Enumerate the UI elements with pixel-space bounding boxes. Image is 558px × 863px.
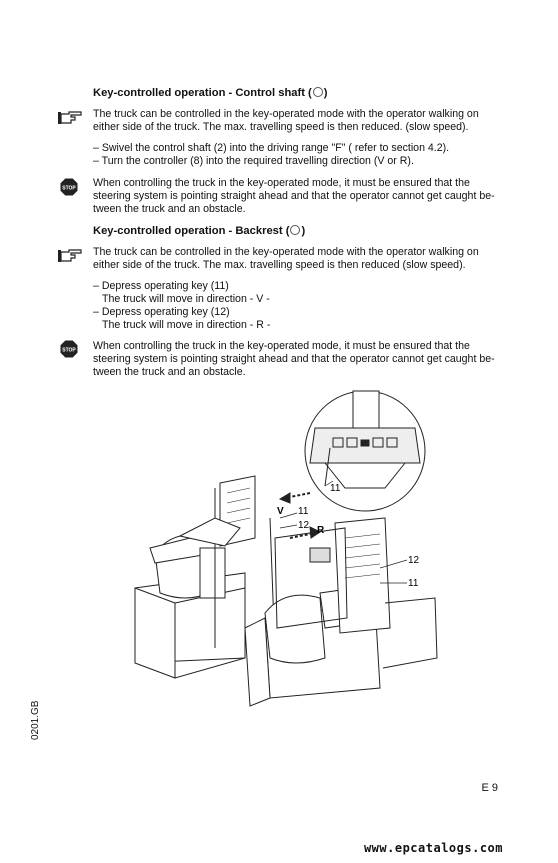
step-item: – Depress operating key (12) [93,306,230,318]
direction-r-label: R [317,525,325,536]
callout-12-right: 12 [408,555,420,566]
section1-heading-close: ) [323,87,328,99]
step-item: The truck will move in direction - V - [102,293,270,305]
page-number: E 9 [481,782,498,794]
section1-note [93,108,498,134]
svg-text:STOP: STOP [62,347,76,354]
svg-text:STOP: STOP [62,185,76,192]
warning-line: tween the truck and an obstacle. [93,203,246,215]
step-item: – Depress operating key (11) [93,280,229,292]
circle-symbol-icon [313,87,323,97]
section2-heading-close: ) [301,225,306,237]
website-watermark: www.epcatalogs.com [363,841,503,855]
warning-line: tween the truck and an obstacle. [93,366,246,378]
section1-heading [93,87,328,99]
stop-sign-icon [60,178,78,196]
callout-12-mid: 12 [298,520,310,531]
warning-line: steering system is pointing straight ahead and that the operator cannot get caught be- [93,190,495,202]
section2-heading [93,225,305,237]
warning-line: steering system is pointing straight ahead and that the operator cannot get caught be- [93,353,495,365]
document-code: 0201.GB [30,700,41,740]
section2-steps [93,280,498,332]
note-line: The truck can be controlled in the key-operated mode with the operator walking on [93,108,479,120]
section2-note [93,246,498,272]
step-item: – Turn the controller (8) into the required travelling direction (V or R). [93,155,414,167]
truck-illustration [115,388,445,713]
note-line: The truck can be controlled in the key-operated mode with the operator walking on [93,246,479,258]
section1-heading-text: Key-controlled operation - Control shaft ( [93,87,312,99]
step-item: The truck will move in direction - R - [102,319,271,331]
warning-line: When controlling the truck in the key-operated mode, it must be ensured that the [93,340,470,352]
pointing-hand-icon [57,110,83,126]
circle-symbol-icon [290,225,300,235]
callout-11-right: 11 [408,578,419,589]
direction-v-label: V [277,506,284,517]
note-line: either side of the truck. The max. travelling speed is then reduced (slow speed). [93,259,466,271]
pointing-hand-icon [57,248,83,264]
step-item: – Swivel the control shaft (2) into the driving range "F" ( refer to section 4.2). [93,142,450,154]
warning-line: When controlling the truck in the key-operated mode, it must be ensured that the [93,177,470,189]
callout-11-top: 11 [330,483,341,494]
section1-steps [93,142,498,168]
section2-warning [93,340,498,379]
note-line: either side of the truck. The max. travelling speed is then reduced. (slow speed). [93,121,469,133]
section1-warning [93,177,498,216]
section2-heading-text: Key-controlled operation - Backrest ( [93,225,290,237]
stop-sign-icon [60,340,78,358]
callout-11-mid: 11 [298,506,309,517]
